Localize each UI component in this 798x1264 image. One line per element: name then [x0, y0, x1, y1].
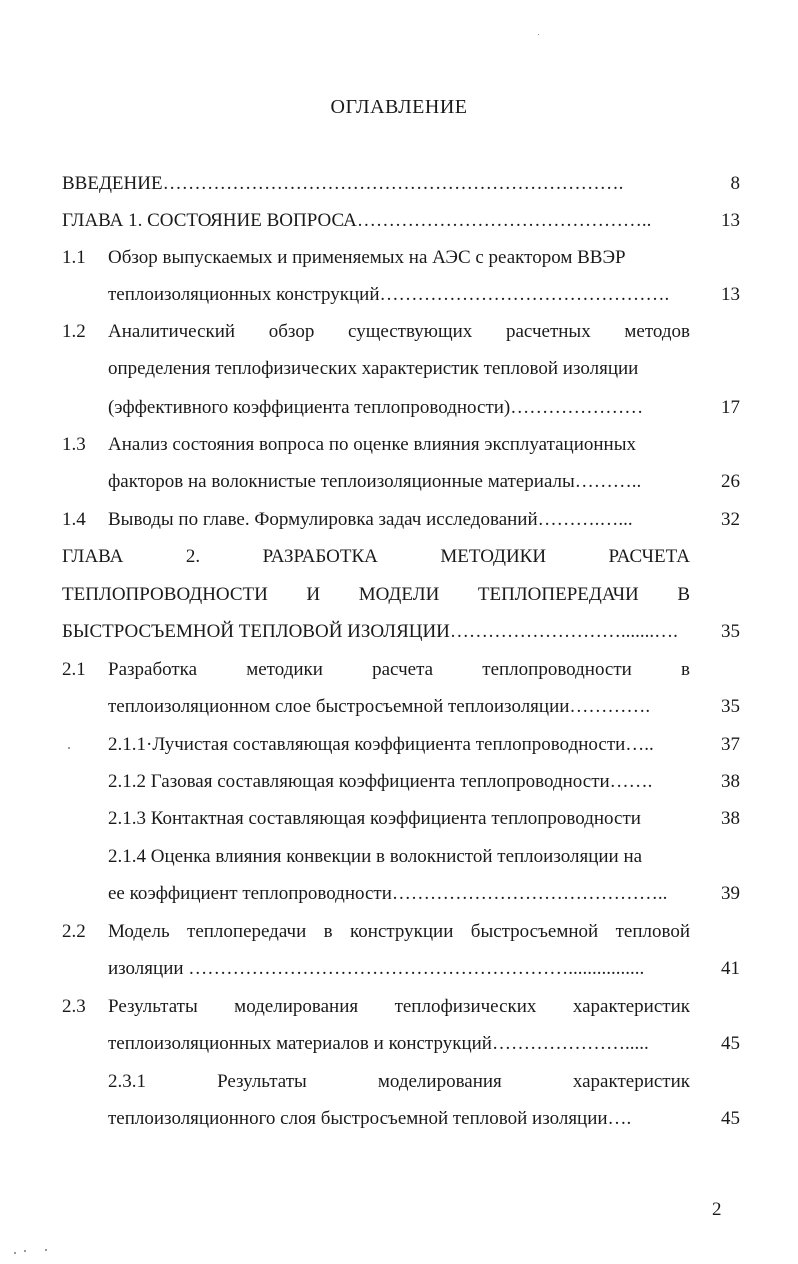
toc-entry-text: изоляции ……………………………………………………................ — [108, 958, 645, 979]
toc-entry-2-2-line-1[interactable] — [108, 920, 690, 944]
toc-entry-text: (эффективного коэффициента теплопроводности)………………… — [108, 397, 644, 418]
toc-entry-text: ВВЕДЕНИЕ………………………………………………………………. — [62, 173, 624, 194]
toc-entry-text: теплоизоляционного слоя быстросъемной тепловой изоляции…. — [108, 1108, 632, 1129]
toc-entry-1-2-line-3[interactable] — [108, 396, 643, 420]
toc-entry-page: 35 — [721, 696, 740, 717]
toc-entry-2-2-line-2[interactable] — [108, 957, 644, 981]
toc-entry-page: 45 — [721, 1033, 740, 1054]
toc-entry-1-2-line-2[interactable] — [108, 357, 638, 381]
toc-entry-2-1-line-1[interactable] — [108, 658, 690, 682]
toc-entry-page: 45 — [721, 1108, 740, 1129]
toc-entry-1-3-line-2[interactable] — [108, 470, 641, 494]
toc-entry-2-1-4-line-2[interactable] — [108, 882, 667, 906]
toc-entry-page: 38 — [721, 771, 740, 792]
toc-entry-chapter-1[interactable] — [62, 209, 651, 233]
toc-entry-number: 1.1 — [62, 247, 86, 268]
toc-entry-introduction[interactable] — [62, 172, 623, 196]
toc-entry-page: 39 — [721, 883, 740, 904]
toc-entry-number: 1.3 — [62, 434, 86, 455]
scan-speck — [24, 1250, 26, 1252]
toc-entry-1-2-line-1[interactable] — [108, 320, 690, 344]
toc-entry-1-1-line-2[interactable] — [108, 283, 669, 307]
toc-entry-number: 2.2 — [62, 921, 86, 942]
scan-speck — [14, 1252, 16, 1254]
toc-entry-2-3-line-2[interactable] — [108, 1032, 649, 1056]
toc-entry-2-3-1-line-1[interactable] — [108, 1070, 690, 1094]
toc-entry-2-1-4-line-1[interactable] — [108, 845, 642, 869]
scan-speck — [68, 747, 70, 749]
toc-entry-text: ее коэффициент теплопроводности…………………………………….. — [108, 883, 668, 904]
toc-entry-number: 1.2 — [62, 321, 86, 342]
toc-entry-text: Результаты моделирования теплофизических характеристик — [108, 996, 690, 1017]
toc-entry-2-3-1-line-2[interactable] — [108, 1107, 631, 1131]
toc-entry-text: ГЛАВА 1. СОСТОЯНИЕ ВОПРОСА……………………………………….. — [62, 210, 652, 231]
toc-entry-text: ТЕПЛОПРОВОДНОСТИ И МОДЕЛИ ТЕПЛОПЕРЕДАЧИ В — [62, 584, 690, 605]
toc-entry-text: 2.1.2 Газовая составляющая коэффициента теплопроводности……. — [108, 771, 653, 792]
toc-entry-1-3-line-1[interactable] — [108, 433, 636, 457]
toc-entry-text: Аналитический обзор существующих расчетных методов — [108, 321, 690, 342]
toc-entry-text: Модель теплопередачи в конструкции быстросъемной тепловой — [108, 921, 690, 942]
toc-entry-page: 32 — [721, 509, 740, 530]
toc-entry-text: теплоизоляционных материалов и конструкций…………………..... — [108, 1033, 649, 1054]
toc-entry-page: 41 — [721, 958, 740, 979]
toc-entry-2-1-3[interactable] — [108, 807, 641, 831]
toc-entry-text: ГЛАВА 2. РАЗРАБОТКА МЕТОДИКИ РАСЧЕТА — [62, 546, 690, 567]
toc-entry-text: 2.1.4 Оценка влияния конвекции в волокнистой теплоизоляции на — [108, 846, 643, 867]
toc-entry-number: 2.3 — [62, 996, 86, 1017]
toc-entry-text: факторов на волокнистые теплоизоляционные материалы……….. — [108, 471, 642, 492]
toc-entry-chapter-2-line-1[interactable] — [62, 545, 690, 569]
toc-entry-number: 2.1 — [62, 659, 86, 680]
toc-entry-text: Обзор выпускаемых и применяемых на АЭС с реактором ВВЭР — [108, 247, 626, 268]
toc-entry-text: определения теплофизических характеристик тепловой изоляции — [108, 358, 639, 379]
toc-entry-text: 2.3.1 Результаты моделирования характеристик — [108, 1071, 690, 1092]
toc-entry-page: 37 — [721, 734, 740, 755]
toc-entry-1-1-line-1[interactable] — [108, 246, 690, 270]
toc-entry-number: 1.4 — [62, 509, 86, 530]
toc-entry-page: 38 — [721, 808, 740, 829]
toc-entry-page: 13 — [721, 284, 740, 305]
toc-entry-text: Анализ состояния вопроса по оценке влияния эксплуатационных — [108, 434, 636, 455]
toc-entry-2-1-2[interactable] — [108, 770, 652, 794]
toc-entry-text: БЫСТРОСЪЕМНОЙ ТЕПЛОВОЙ ИЗОЛЯЦИИ……………………….......…. — [62, 621, 678, 642]
toc-entry-2-1-line-2[interactable] — [108, 695, 650, 719]
toc-entry-text: теплоизоляционных конструкций………………………………………. — [108, 284, 670, 305]
page-number: 2 — [712, 1199, 722, 1220]
toc-entry-page: 8 — [730, 173, 740, 194]
toc-entry-text: Разработка методики расчета теплопроводности в — [108, 659, 690, 680]
toc-entry-text: Выводы по главе. Формулировка задач исследований……….…... — [108, 509, 633, 530]
toc-entry-2-1-1[interactable] — [108, 733, 654, 757]
toc-entry-text: 2.1.3 Контактная составляющая коэффициента теплопроводности — [108, 808, 641, 829]
toc-entry-2-3-line-1[interactable] — [108, 995, 690, 1019]
toc-entry-page: 35 — [721, 621, 740, 642]
toc-entry-chapter-2-line-2[interactable] — [62, 583, 690, 607]
toc-entry-chapter-2-line-3[interactable] — [62, 620, 678, 644]
scan-speck — [538, 34, 539, 35]
toc-entry-page: 13 — [721, 210, 740, 231]
toc-heading: ОГЛАВЛЕНИЕ — [330, 96, 468, 118]
toc-entry-page: 26 — [721, 471, 740, 492]
scan-speck — [45, 1249, 47, 1251]
toc-entry-page: 17 — [721, 397, 740, 418]
toc-entry-text: теплоизоляционном слое быстросъемной теплоизоляции…………. — [108, 696, 651, 717]
toc-entry-text: 2.1.1·Лучистая составляющая коэффициента теплопроводности….. — [108, 734, 654, 755]
toc-entry-1-4[interactable] — [108, 508, 633, 532]
